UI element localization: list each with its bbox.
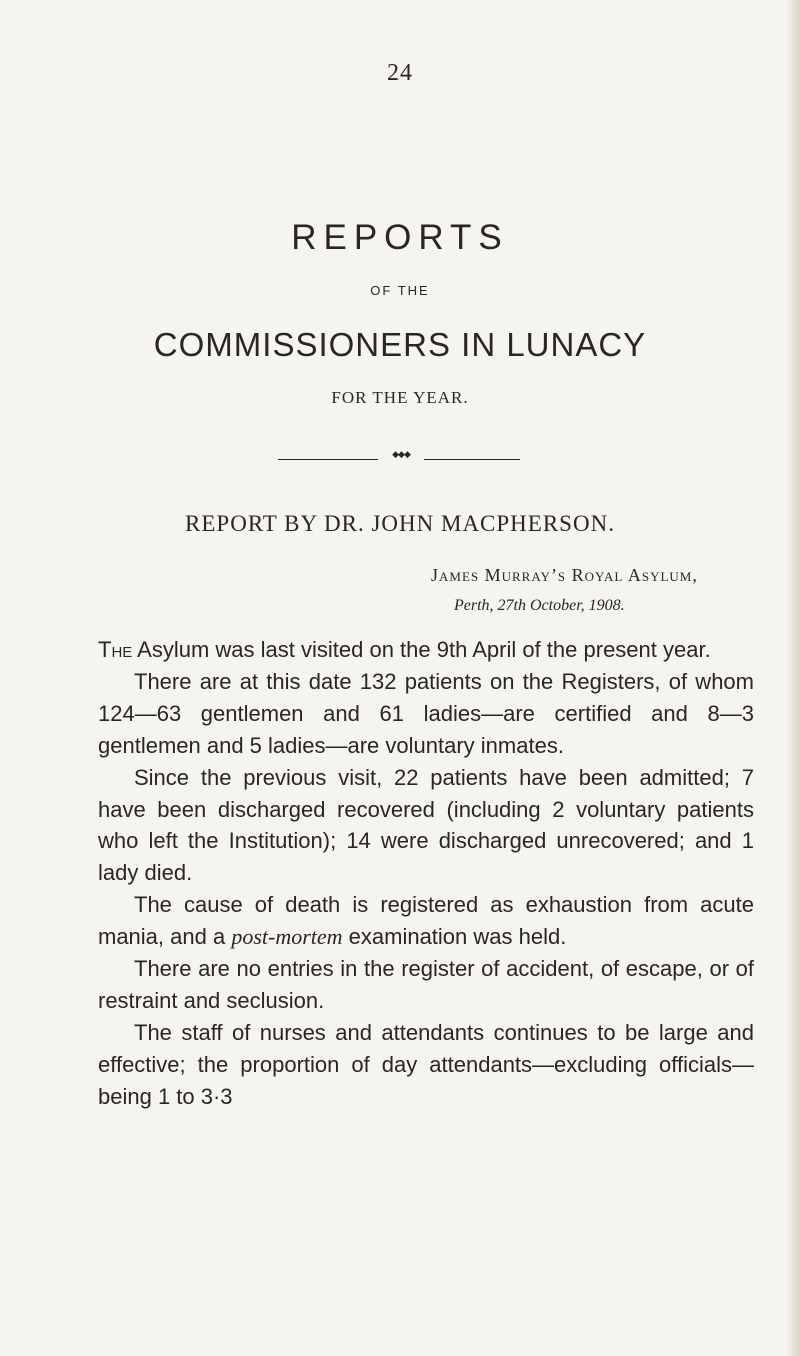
paragraph-registers: There are at this date 132 patients on the Registers, of whom 124—63 gentlemen and 61 ladies—are certified and 8—3 gentlemen and 5 ladies—are voluntary inmates. (98, 668, 754, 758)
paragraph-visit (98, 634, 754, 666)
report-heading: REPORT BY DR. JOHN MACPHERSON. (185, 511, 615, 536)
report-subtitle: COMMISSIONERS IN LUNACY (153, 326, 647, 363)
paragraph-death-text-a: The cause of death is registered as exhaustion from acute mania, and a (98, 892, 754, 950)
paragraph-admissions: Since the previous visit, 22 patients have been admitted; 7 have been discharged recovered (including 2 voluntary patients who left the Institution); 14 were discharged unrecovered; and 1 lady died. (98, 764, 754, 886)
diamond-ornament-icon: ◆◆◆ (392, 450, 410, 460)
title-connector: OF THE (370, 283, 430, 298)
paragraph-death (98, 889, 754, 953)
report-body (98, 634, 754, 1113)
paragraph-death-text-b: examination was held. (342, 924, 567, 950)
section-divider (278, 450, 520, 466)
paragraph-register-entries: There are no entries in the register of accident, of escape, or of restraint and seclusion. (98, 956, 754, 1013)
divider-rule-left (278, 459, 378, 460)
report-title: REPORTS (291, 218, 509, 257)
report-period: FOR THE YEAR. (331, 388, 469, 407)
report-date: Perth, 27th October, 1908. (454, 597, 625, 614)
page-number: 24 (387, 60, 413, 86)
paragraph-lead-word: The (98, 637, 133, 662)
paragraph-visit-text: Asylum was last visited on the 9th April of the present year. (132, 637, 711, 662)
page-edge-shadow (786, 0, 800, 1356)
divider-rule-right (424, 459, 520, 460)
report-location: James Murray’s Royal Asylum, (431, 565, 698, 585)
paragraph-staff: The staff of nurses and attendants continues to be large and effective; the proportion of day attendants—excluding officials—being 1 to 3·3 (98, 1019, 754, 1109)
paragraph-death-italic: post-mortem (231, 924, 343, 950)
